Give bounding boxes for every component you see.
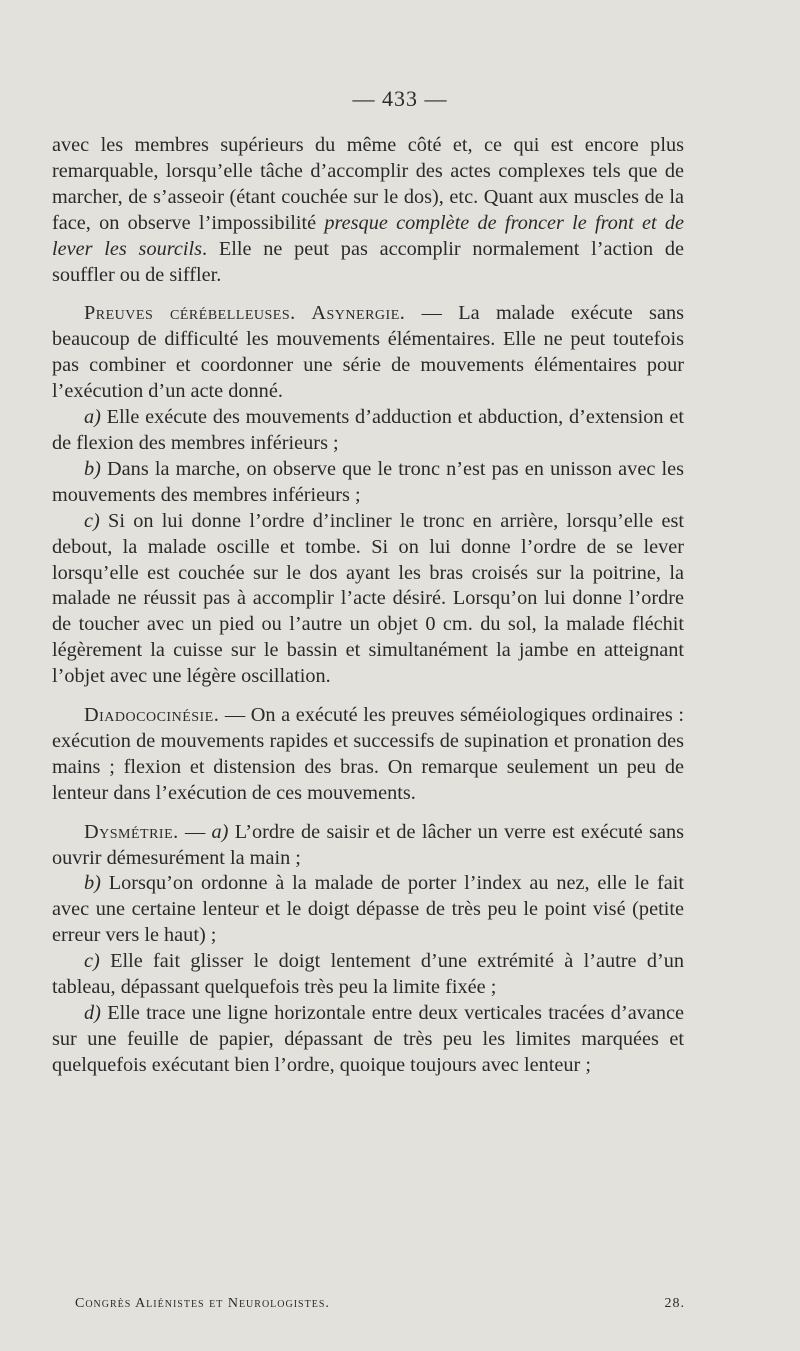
list-item-a: a) Elle exécute des mouvements d’adduction et abduction, d’extension et de flexion des membres inférieurs ; xyxy=(52,406,684,454)
emphasis-text: presque complète de froncer le front et de lever les sourcils xyxy=(52,211,684,260)
list-marker: b) xyxy=(84,872,101,895)
section-heading: Preuves cérébelleuses. Asynergie. xyxy=(84,302,406,325)
list-marker: d) xyxy=(84,1002,101,1024)
list-item-c: c) Elle fait glisser le doigt lentement d’une extrémité à l’autre d’un tableau, dépassant quelquefois très peu la limite fixée ; xyxy=(52,950,684,999)
paragraph-diadococinesie: Diadococinésie. — On a exécuté les preuves séméiologiques ordinaires : exécution de mouvements rapides et successifs de supination et pronation des mains ; flexion et distension des bras. On remarque seulement un peu de lenteur dans l’exécution de ces mouvements. xyxy=(52,704,684,804)
list-item-b: b) Dans la marche, on observe que le tronc n’est pas en unisson avec les mouvements des membres inférieurs ; xyxy=(52,457,684,506)
list-item-b: b) Lorsqu’on ordonne à la malade de porter l’index au nez, elle le fait avec une certaine lenteur et le doigt dépasse de très peu le point visé (petite erreur vers le haut) ; xyxy=(52,872,684,947)
section-heading: Dysmétrie. xyxy=(84,820,179,843)
list-item-d: d) Elle trace une ligne horizontale entre deux verticales tracées d’avance sur une feuille de papier, dépassant de très peu les limites marquées et quelquefois exécutant bien l’ordre, quoique toujours avec lenteur ; xyxy=(52,1002,684,1076)
list-item-c: c) Si on lui donne l’ordre d’incliner le tronc en arrière, lorsqu’elle est debout, la malade oscille et tombe. Si on lui donne l’ordre de se lever lorsqu’elle est couchée sur le dos ayant les bras croisés sur la poitrine, la malade ne réussit pas à accomplir l’acte désiré. Lorsqu’on lui donne l’ordre de toucher avec un pied ou l’autre un objet 0 cm. du sol, la malade fléchit légèrement la cuisse sur le bassin et simultanément la jambe en atteignant l’objet avec une légère oscillation. xyxy=(52,509,684,688)
section-heading: Diadococinésie. xyxy=(84,704,220,727)
paragraph-asynergie: Preuves cérébelleuses. Asynergie. — La malade exécute sans beaucoup de difficulté les mouvements élémentaires. Elle ne peut toutefois pas combiner et coordonner une série de mouvements élémentaires pour l’exécution d’un acte donné. xyxy=(52,302,684,403)
footer-title: Congrès Aliénistes et Neurologistes. xyxy=(75,1296,330,1311)
body-text xyxy=(52,133,684,1079)
page-number: — 433 — xyxy=(352,86,448,111)
paragraph-continuation: avec les membres supérieurs du même côté et, ce qui est encore plus remarquable, lorsqu’elle tâche d’accomplir des actes complexes tels que de marcher, de s’asseoir (étant couchée sur le dos), etc. Quant aux muscles de la face, on observe l’impossibilité presque complète de froncer le front et de lever les sourcils. Elle ne peut pas accomplir normalement l’action de souffler ou de siffler. xyxy=(52,134,684,286)
list-marker: a) xyxy=(84,406,101,429)
paragraph-dysmetrie: Dysmétrie. — a) L’ordre de saisir et de lâcher un verre est exécuté sans ouvrir démesurément la main ; xyxy=(52,820,684,869)
list-marker: c) xyxy=(84,950,100,973)
page-footer xyxy=(75,1296,685,1312)
list-marker: c) xyxy=(84,509,100,532)
list-marker: a) xyxy=(211,820,229,843)
list-marker: b) xyxy=(84,457,101,480)
signature-mark: 28. xyxy=(664,1296,685,1311)
